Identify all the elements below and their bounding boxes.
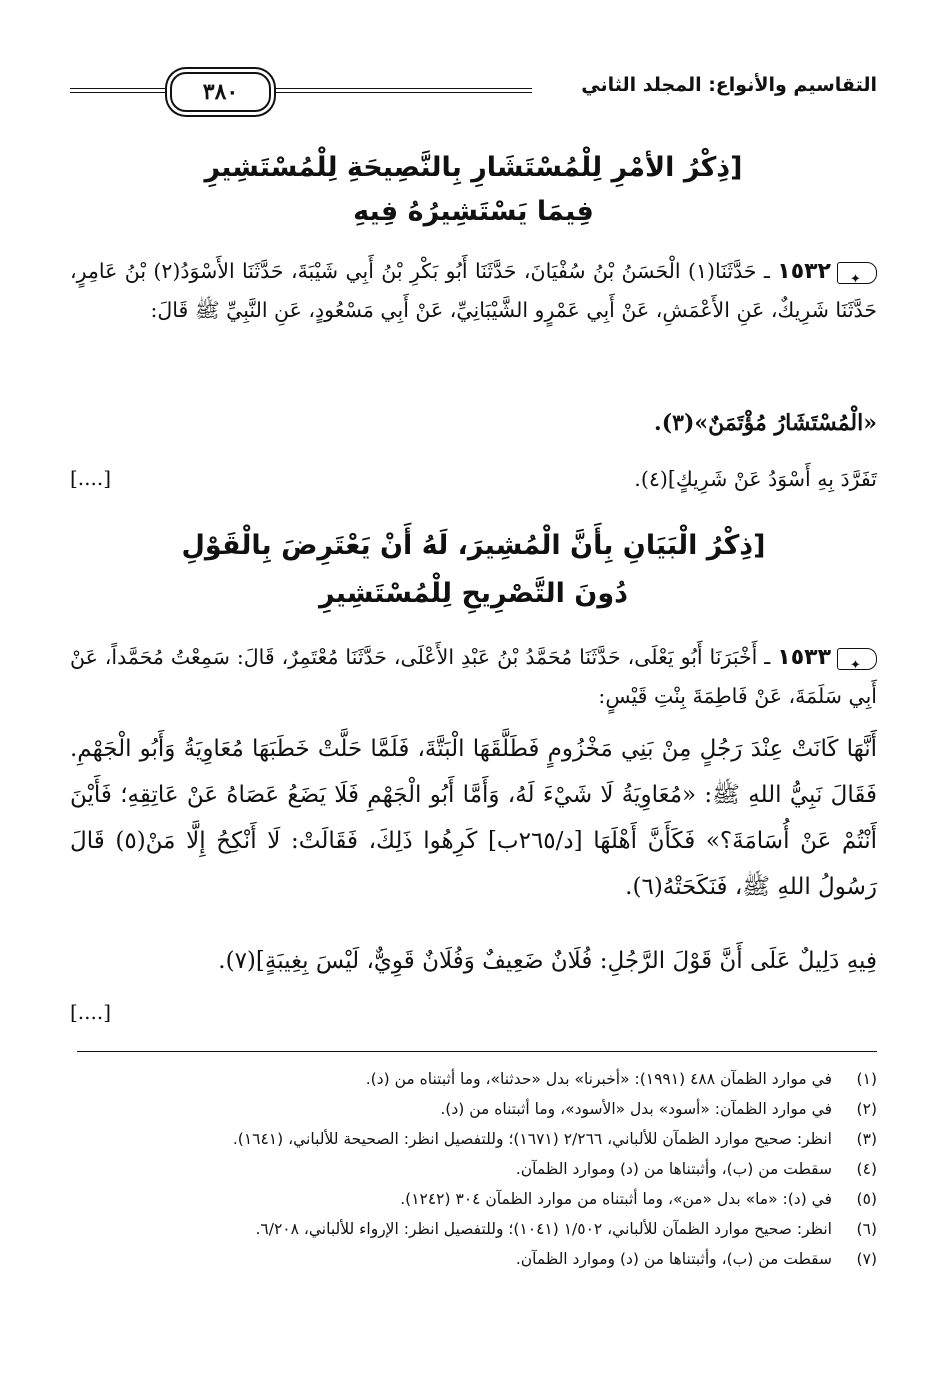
footnote	[70, 1094, 877, 1124]
footnote-text: في موارد الظمآن: «أسود» بدل «الأسود»، وما أثبتناه من (د).	[440, 1100, 832, 1118]
reference-bracket: [....]	[70, 1000, 112, 1024]
footnote	[70, 1214, 877, 1244]
footnote-text: انظر: صحيح موارد الظمآن للألباني، ٢/٢٦٦ (١٦٧١)؛ وللتفصيل انظر: الصحيحة للألباني، (١٦٤١).	[232, 1130, 832, 1148]
hadith-1533-comment: فِيهِ دَلِيلٌ عَلَى أَنَّ قَوْلَ الرَّجُلِ: فُلَانٌ ضَعِيفٌ وَفُلَانٌ قَوِيٌّ، لَيْسَ بِغِيبَةٍ](٧).	[218, 948, 877, 974]
footnote-text: في (د): «ما» بدل «من»، وما أثبتناه من موارد الظمآن ٣٠٤ (١٢٤٢).	[400, 1190, 832, 1208]
hadith-1532-matn: «الْمُسْتَشَارُ مُؤْتَمَنٌ»(٣).	[654, 410, 877, 436]
footnote-number: (٦)	[856, 1220, 877, 1238]
hadith-marker-icon	[837, 262, 877, 284]
footnote	[70, 1064, 877, 1094]
footnote-number: (٢)	[856, 1100, 877, 1118]
footnote	[70, 1154, 877, 1184]
hadith-number: ١٥٣٢	[777, 259, 831, 284]
footnote-text: سقطت من (ب)، وأثبتناها من (د) وموارد الظمآن.	[515, 1160, 832, 1178]
footnote	[70, 1184, 877, 1214]
isnad-text: ـ أَخْبَرَنَا أَبُو يَعْلَى، حَدَّثَنَا مُحَمَّدُ بْنُ عَبْدِ الأَعْلَى، حَدَّثَنَا مُعْتَمِرٌ، قَالَ: سَمِعْتُ مُحَمَّداً، عَنْ أَبِي سَلَمَةَ، عَنْ فَاطِمَةَ بِنْتِ قَيْسٍ:	[70, 645, 877, 708]
hadith-number: ١٥٣٣	[777, 645, 831, 670]
footnote-number: (٥)	[856, 1190, 877, 1208]
section-heading-1: [ذِكْرُ الأمْرِ لِلْمُسْتَشَارِ بِالنَّصِيحَةِ لِلْمُسْتَشِيرِ	[204, 152, 743, 183]
reference-bracket: [....]	[70, 466, 112, 490]
section-heading-2: [ذِكْرُ الْبَيَانِ بِأَنَّ الْمُشِيرَ، لَهُ أَنْ يَعْتَرِضَ بِالْقَوْلِ	[181, 530, 766, 561]
footnote-number: (٣)	[856, 1130, 877, 1148]
footnote-text: انظر: صحيح موارد الظمآن للألباني، ١/٥٠٢ (١٠٤١)؛ وللتفصيل انظر: الإرواء للألباني، ٦/٢٠٨.	[255, 1220, 832, 1238]
hadith-1532-comment: تَفَرَّدَ بِهِ أَسْوَدُ عَنْ شَرِيكٍ](٤).	[634, 467, 877, 491]
footnote-number: (٧)	[856, 1250, 877, 1268]
footnotes	[70, 1064, 877, 1274]
footnote	[70, 1244, 877, 1274]
running-title: التقاسيم والأنواع: المجلد الثاني	[581, 74, 877, 96]
hadith-marker-icon	[837, 648, 877, 670]
footnote-divider	[77, 1051, 877, 1052]
footnote-number: (٤)	[856, 1160, 877, 1178]
page-number: ٣٨٠	[170, 72, 271, 112]
hadith-1533-isnad	[70, 638, 877, 718]
section-heading-2-line2: دُونَ التَّصْرِيحِ لِلْمُسْتَشِيرِ	[319, 578, 628, 609]
isnad-text: ـ حَدَّثَنَا(١) الْحَسَنُ بْنُ سُفْيَانَ، حَدَّثَنَا أَبُو بَكْرِ بْنُ أَبِي شَيْبَةَ، حَدَّثَنَا الأَسْوَدُ(٢) بْنُ عَامِرٍ، حَدَّثَنَا شَرِيكٌ، عَنِ الأَعْمَشِ، عَنْ أَبِي عَمْرٍو الشَّيْبَانِيِّ، عَنْ أَبِي مَسْعُودٍ، عَنِ النَّبِيِّ ﷺ قَالَ:	[70, 259, 877, 322]
page-header	[70, 70, 877, 120]
hadith-1533-matn: أَنَّهَا كَانَتْ عِنْدَ رَجُلٍ مِنْ بَنِي مَخْزُومٍ فَطَلَّقَهَا الْبَتَّةَ، فَلَمَّا حَلَّتْ خَطَبَهَا مُعَاوِيَةُ وَأَبُو الْجَهْمِ. فَقَالَ نَبِيُّ اللهِ ﷺ: «مُعَاوِيَةُ لَا شَيْءَ لَهُ، وَأَمَّا أَبُو الْجَهْمِ فَلَا يَضَعُ عَصَاهُ عَنْ عَاتِقِهِ؛ فَأَيْنَ أَنْتُمْ عَنْ أُسَامَةَ؟» فَكَأَنَّ أَهْلَهَا [د/٢٦٥ب] كَرِهُوا ذَلِكَ، فَقَالَتْ: لَا أَنْكِحُ إِلَّا مَنْ(٥) قَالَ رَسُولُ اللهِ ﷺ، فَنَكَحَتْهُ(٦).	[70, 736, 877, 900]
header-rule-left	[70, 88, 170, 93]
footnote-text: في موارد الظمآن ٤٨٨ (١٩٩١): «أخبرنا» بدل «حدثنا»، وما أثبتناه من (د).	[365, 1070, 832, 1088]
footnote-number: (١)	[856, 1070, 877, 1088]
section-heading-1-line2: فِيمَا يَسْتَشِيرُهُ فِيهِ	[353, 196, 594, 227]
hadith-1532-isnad	[70, 252, 877, 372]
footnote-text: سقطت من (ب)، وأثبتناها من (د) وموارد الظمآن.	[515, 1250, 832, 1268]
footnote	[70, 1124, 877, 1154]
